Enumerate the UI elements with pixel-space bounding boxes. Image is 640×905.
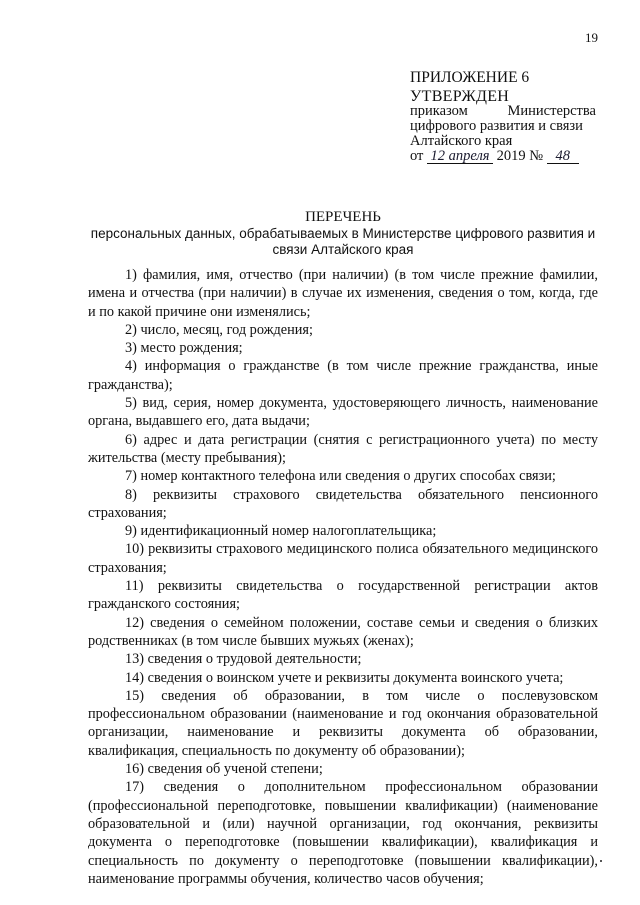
list-item: 14) сведения о воинском учете и реквизиты документа воинского учета;	[125, 669, 564, 686]
appendix-label: ПРИЛОЖЕНИЕ 6	[410, 69, 530, 86]
list-item: 11) реквизиты свидетельства о государственной регистрации актов гражданского состояния;	[88, 578, 598, 613]
list-item: 9) идентификационный номер налогоплательщика;	[125, 523, 437, 540]
list-item: 17) сведения о дополнительном профессиональном образовании (профессиональной переподготовке, повышении квалификации) (наименование образовательной и (или) научной организации, год окончания, реквизиты документа о переподготовке (повышении квалификации), квалификация и специальность по документу о переподготовке (повышении квалификации), наименование программы обучения, количество часов обучения;	[88, 779, 598, 887]
handwritten-date: 12 апреля	[427, 149, 493, 164]
list-item: 10) реквизиты страхового медицинского полиса обязательного медицинского страхования;	[88, 541, 598, 576]
document-subtitle-line-2: связи Алтайского края	[272, 242, 414, 257]
approval-year: 2019	[496, 148, 526, 164]
scan-speck	[600, 860, 602, 862]
list-item: 12) сведения о семейном положении, составе семьи и сведения о близких родственниках (в том числе бывших мужьях (женах);	[88, 614, 598, 649]
list-item: 8) реквизиты страхового свидетельства обязательного пенсионного страхования;	[88, 486, 598, 521]
document-title: ПЕРЕЧЕНЬ	[305, 209, 381, 225]
approval-date-line	[410, 149, 596, 164]
date-prefix: от	[410, 148, 424, 164]
list-item: 1) фамилия, имя, отчество (при наличии) (в том числе прежние фамилии, имена и отчества (при наличии) в случае их изменения, сведения о том, когда, где и по какой причине они изменялись;	[88, 267, 598, 320]
approval-block	[410, 70, 596, 164]
list-item: 2) число, месяц, год рождения;	[125, 321, 313, 338]
list-item: 16) сведения об ученой степени;	[125, 761, 323, 778]
approval-line-2: цифрового развития и связи	[410, 118, 583, 134]
handwritten-number: 48	[547, 149, 579, 164]
list-item: 5) вид, серия, номер документа, удостоверяющего личность, наименование органа, выдавшего его, дата выдачи;	[88, 395, 598, 430]
list-item: 13) сведения о трудовой деятельности;	[125, 651, 362, 668]
approval-line-1: приказом Министерства	[410, 103, 596, 119]
list-item: 7) номер контактного телефона или сведения о других способах связи;	[125, 468, 556, 485]
list-item: 4) информация о гражданстве (в том числе прежние гражданства, иные гражданства);	[88, 358, 598, 393]
personal-data-list	[88, 266, 598, 888]
number-sign: №	[529, 148, 544, 164]
list-item: 6) адрес и дата регистрации (снятия с регистрационного учета) по месту жительства (месту пребывания);	[88, 431, 598, 466]
document-subtitle-line-1: персональных данных, обрабатываемых в Министерстве цифрового развития и	[90, 226, 596, 241]
approved-label: УТВЕРЖДЕН	[410, 88, 510, 105]
list-item: 15) сведения об образовании, в том числе о послевузовском профессиональном образовании (наименование и год окончания образовательной организации, наименование и реквизиты документа об образовании, квалификация, специальность по документу об образовании);	[88, 687, 598, 759]
page-number: 19	[585, 30, 598, 45]
approval-line-3: Алтайского края	[410, 133, 513, 149]
list-item: 3) место рождения;	[125, 340, 243, 357]
document-heading	[88, 209, 598, 258]
